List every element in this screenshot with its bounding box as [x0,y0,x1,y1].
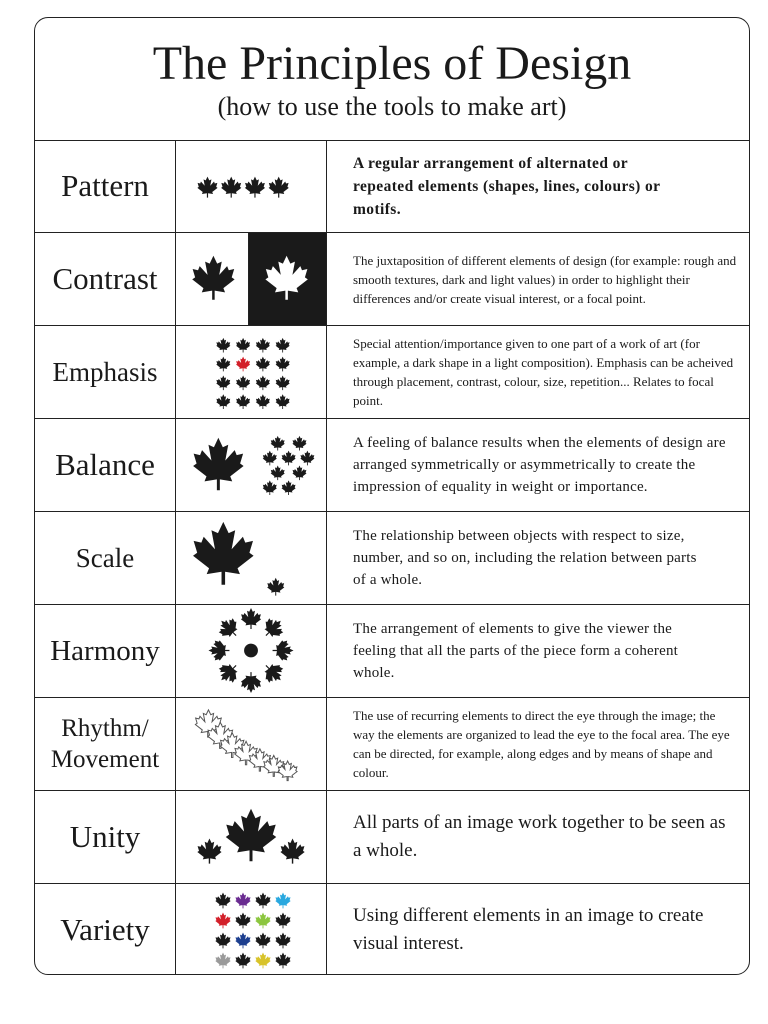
maple-leaf-icon [197,838,221,863]
principle-description: Special attention/importance given to one part of a work of art (for example, a dark shape in a light composition). Emphasis can be acheived through placement, contrast, colour, size, repetition... Relates to focal point. [353,336,734,408]
principle-row-rhythm [35,698,749,791]
maple-leaf-balance-icon [176,419,327,511]
principle-name: Pattern [35,140,176,232]
principle-row-balance [35,419,749,512]
maple-leaf-icon [273,640,294,660]
maple-leaf-icon [193,438,243,490]
maple-leaf-icon [241,672,261,693]
principle-row-unity [35,791,749,884]
principle-name: Rhythm/ Movement [35,698,176,790]
maple-leaf-icon [214,614,243,643]
maple-leaf-icon [259,614,288,643]
maple-leaf-icon [197,177,217,198]
page-subtitle: (how to use the tools to make art) [217,92,567,121]
maple-leaf-icon [216,375,230,390]
principle-name: Emphasis [35,326,176,418]
maple-leaf-icon [282,451,296,466]
maple-leaf-icon [275,953,290,969]
maple-leaf-icon [235,933,250,949]
principle-description: Using different elements in an image to create visual interest. [353,905,704,954]
principle-row-pattern [35,140,749,233]
maple-leaf-icon [292,436,306,451]
maple-leaf-icon [226,809,276,861]
maple-leaf-variety-icon [176,884,327,975]
principle-row-scale [35,512,749,605]
maple-leaf-icon [280,838,304,863]
principle-row-emphasis [35,326,749,419]
maple-leaf-icon [215,933,230,949]
maple-leaf-icon [236,338,250,353]
maple-leaf-icon [214,658,243,687]
maple-leaf-emphasis-icon [176,326,327,418]
maple-leaf-icon [245,177,265,198]
principle-description: The juxtaposition of different elements of design (for example: rough and smooth textures, dark and light values) in order to highlight their differences and/or create visual interest, or a focal point. [353,252,737,306]
maple-leaf-icon [192,256,234,300]
principle-description: A regular arrangement of alternated or repeated elements (shapes, lines, colours) or motifs. [353,154,661,218]
maple-leaf-icon [256,338,270,353]
maple-leaf-icon [282,480,296,495]
maple-leaf-icon [300,451,314,466]
principle-row-contrast [35,233,749,326]
maple-leaf-icon [216,394,230,409]
principle-name: Variety [35,884,176,975]
principle-description: All parts of an image work together to be seen as a whole. [353,812,726,861]
maple-leaf-icon [267,578,284,596]
maple-leaf-icon [271,436,285,451]
principle-row-harmony [35,605,749,698]
maple-leaf-icon [255,893,270,909]
page-title: The Principles of Design [152,37,632,90]
maple-leaf-icon [259,658,288,687]
maple-leaf-icon [216,338,230,353]
maple-leaf-icon [275,913,290,929]
maple-leaf-icon [255,913,270,929]
maple-leaf-icon [235,913,250,929]
principle-description: The arrangement of elements to give the viewer the feeling that all the parts of the piece form a coherent whole. [353,621,679,681]
maple-leaf-icon [276,338,290,353]
maple-leaf-icon [215,893,230,909]
maple-leaf-icon [275,893,290,909]
principle-description: A feeling of balance results when the elements of design are arranged symmetrically or asymmetrically to create the impression of equality in weight or importance. [353,435,726,495]
maple-leaf-icon [263,451,277,466]
maple-leaf-icon [256,357,270,372]
maple-leaf-icon [276,357,290,372]
maple-leaf-icon [236,375,250,390]
maple-leaf-rhythm-icon [176,698,327,790]
maple-leaf-icon [255,933,270,949]
maple-leaf-icon [256,375,270,390]
principle-row-variety [35,884,749,975]
maple-leaf-icon [235,893,250,909]
maple-leaf-icon [215,953,230,969]
maple-leaf-scale-icon [176,512,327,604]
principle-name: Harmony [35,605,176,697]
maple-leaf-icon [256,394,270,409]
maple-leaf-icon [271,465,285,480]
principle-name: Contrast [35,233,176,325]
maple-leaf-icon [276,394,290,409]
principle-description: The relationship between objects with respect to size, number, and so on, including the relation between parts of a whole. [353,528,697,588]
maple-leaf-icon [215,913,230,929]
maple-leaf-icon [255,953,270,969]
maple-leaf-icon [216,357,230,372]
maple-leaf-icon [208,640,229,660]
maple-leaf-icon [221,177,241,198]
maple-leaf-icon [275,933,290,949]
maple-leaf-icon [236,357,250,372]
maple-leaf-contrast-icon [176,233,327,325]
principles-card [34,17,750,975]
principle-name: Scale [35,512,176,604]
maple-leaf-icon [269,177,289,198]
maple-leaf-icon [235,953,250,969]
maple-leaf-unity-icon [176,791,327,883]
maple-leaf-icon [236,394,250,409]
maple-leaf-icon [292,465,306,480]
maple-leaf-icon [241,608,261,629]
maple-leaf-icon [276,375,290,390]
maple-leaf-icon [193,522,254,585]
principle-name: Unity [35,791,176,883]
maple-leaf-harmony-icon [176,605,327,697]
principle-description: The use of recurring elements to direct the eye through the image; the way the elements are organized to lead the eye to the focal area. The eye can be directed, for example, along edges and by means of shape and colour. [353,708,730,780]
header [35,18,749,141]
principle-name: Balance [35,419,176,511]
maple-leaf-icon [263,480,277,495]
maple-leaf-pattern-icon [176,140,327,232]
